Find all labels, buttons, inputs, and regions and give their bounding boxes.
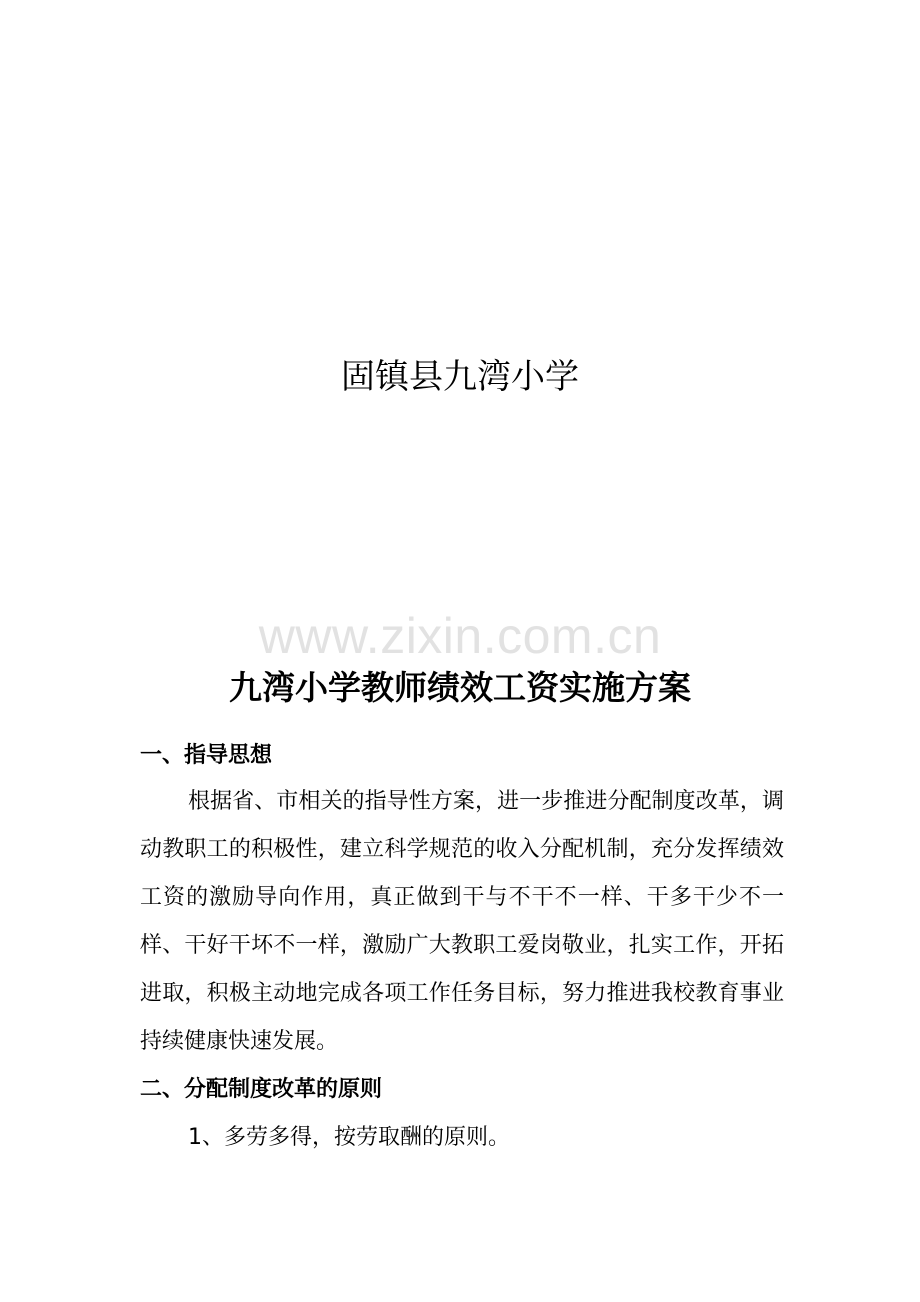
- section-heading-guiding-ideology: 一、指导思想: [140, 743, 273, 768]
- school-name: 固镇县九湾小学: [341, 357, 579, 397]
- watermark: www.zixin.com.cn: [258, 608, 662, 664]
- document-title: 九湾小学教师绩效工资实施方案: [229, 668, 691, 707]
- section-paragraph-guiding-ideology: 根据省、市相关的指导性方案，进一步推进分配制度改革，调动教职工的积极性，建立科学规范的收入分配机制，充分发挥绩效工资的激励导向作用，真正做到干与不干不一样、干多干少不一样、干好干坏不一样，激励广大教职工爱岗敬业，扎实工作，开拓进取，积极主动地完成各项工作任务目标，努力推进我校教育事业持续健康快速发展。: [140, 789, 784, 1054]
- section-heading-principles: 二、分配制度改革的原则: [140, 1077, 383, 1102]
- document-body: [140, 734, 784, 1162]
- principle-item: 1、多劳多得，按劳取酬的原则。: [188, 1125, 510, 1150]
